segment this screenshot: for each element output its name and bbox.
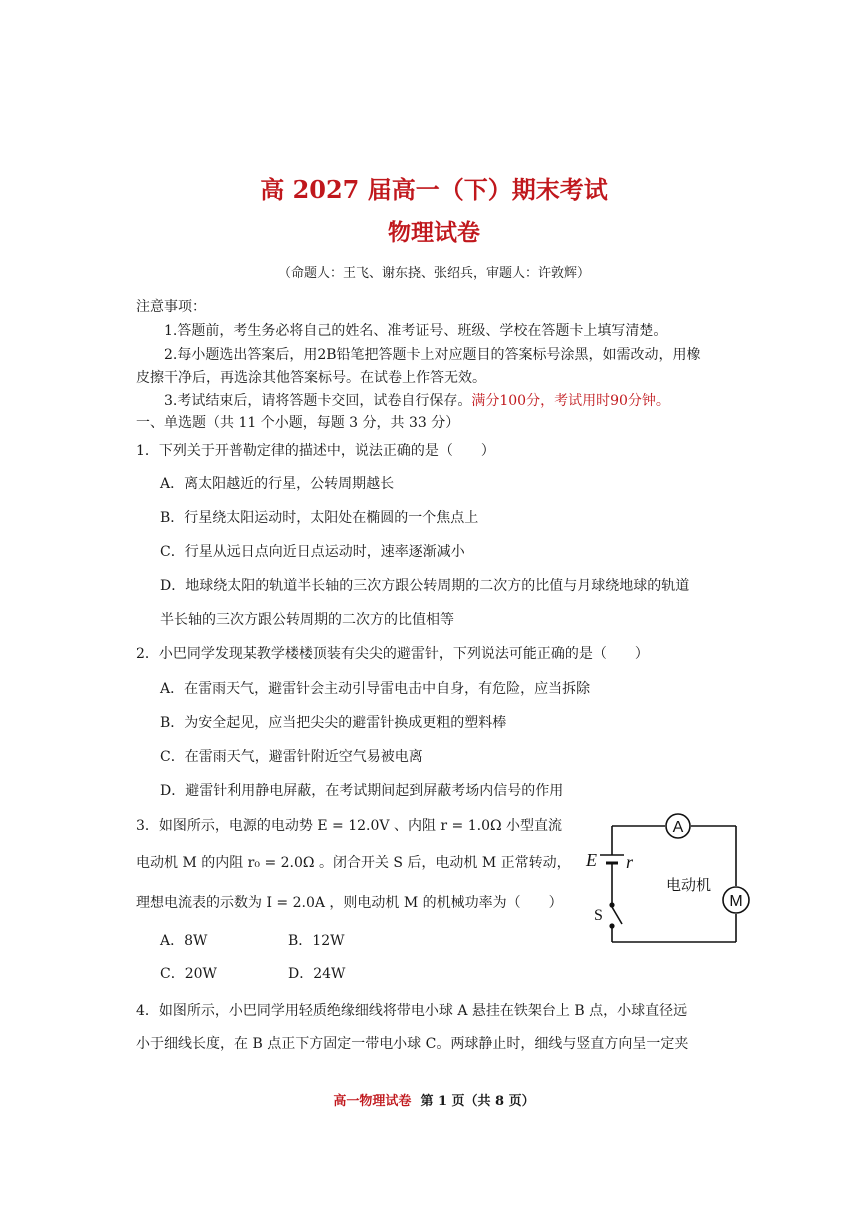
internal-resistance-label: r [626, 852, 634, 872]
exam-subtitle: 物理试卷 [388, 219, 480, 246]
q1-option-c: C．行星从远日点向近日点运动时，速率逐渐减小 [160, 544, 465, 560]
q2-option-b: B．为安全起见，应当把尖尖的避雷针换成更粗的塑料棒 [160, 715, 507, 731]
note-3-score: 满分100分，考试用时90分钟。 [471, 393, 670, 409]
note-1: 1.答题前，考生务必将自己的姓名、准考证号、班级、学校在答题卡上填写清楚。 [164, 323, 668, 339]
section-heading: 一、单选题（共 11 个小题，每题 3 分，共 33 分） [136, 415, 460, 431]
q1-option-a: A．离太阳越近的行星，公转周期越长 [160, 476, 395, 492]
q3-option-d: D．24W [288, 966, 346, 982]
footer-page: 第 1 页（共 8 页） [420, 1094, 535, 1109]
switch-label: S [594, 907, 603, 924]
q2-stem: 2．小巴同学发现某教学楼楼顶装有尖尖的避雷针，下列说法可能正确的是（ ） [136, 646, 649, 662]
motor-text: 电动机 [666, 876, 712, 894]
q1-option-d1: D．地球绕太阳的轨道半长轴的三次方跟公转周期的二次方的比值与月球绕地球的轨道 [160, 578, 690, 594]
ammeter-label: A [672, 819, 684, 836]
q3-option-b: B．12W [288, 933, 345, 949]
motor-label: M [729, 893, 743, 910]
note-2a: 2.每小题选出答案后，用2B铅笔把答题卡上对应题目的答案标号涂黑，如需改动，用橡 [164, 347, 701, 363]
q3-line-3: 理想电流表的示数为 I = 2.0A ，则电动机 M 的机械功率为（ ） [136, 895, 563, 911]
q1-stem: 1．下列关于开普勒定律的描述中，说法正确的是（ ） [136, 443, 495, 459]
notes-heading: 注意事项： [136, 299, 206, 315]
q2-option-d: D．避雷针利用静电屏蔽，在考试期间起到屏蔽考场内信号的作用 [160, 783, 564, 799]
exam-title: 高 2027 届高一（下）期末考试 [260, 175, 608, 204]
q1-option-b: B．行星绕太阳运动时，太阳处在椭圆的一个焦点上 [160, 510, 479, 526]
q3-option-a: A．8W [160, 933, 208, 949]
emf-label: E [586, 850, 597, 870]
note-2b: 皮擦干净后，再选涂其他答案标号。在试卷上作答无效。 [136, 370, 486, 386]
q3-option-c: C．20W [160, 966, 217, 982]
q2-option-c: C．在雷雨天气，避雷针附近空气易被电离 [160, 749, 423, 765]
note-3-text: 3.考试结束后，请将答题卡交回，试卷自行保存。 [164, 393, 472, 409]
q4-line-2: 小于细线长度，在 B 点正下方固定一带电小球 C。两球静止时，细线与竖直方向呈一定夹 [136, 1036, 689, 1052]
authors-line: （命题人：王飞、谢东挠、张绍兵，审题人：许敦辉） [277, 266, 590, 281]
q4-line-1: 4．如图所示，小巴同学用轻质绝缘细线将带电小球 A 悬挂在铁架台上 B 点，小球直径远 [136, 1003, 688, 1019]
q3-line-1: 3．如图所示，电源的电动势 E = 12.0V 、内阻 r = 1.0Ω 小型直流 [136, 818, 563, 834]
q2-option-a: A．在雷雨天气，避雷针会主动引导雷电击中自身，有危险，应当拆除 [160, 681, 591, 697]
q3-line-2: 电动机 M 的内阻 r₀ = 2.0Ω 。闭合开关 S 后，电动机 M 正常转动， [136, 855, 571, 871]
q1-option-d2: 半长轴的三次方跟公转周期的二次方的比值相等 [160, 612, 454, 628]
footer-course: 高一物理试卷 [333, 1094, 412, 1109]
page-footer [0, 1090, 868, 1109]
note-3 [164, 390, 670, 410]
circuit-diagram [578, 808, 758, 950]
